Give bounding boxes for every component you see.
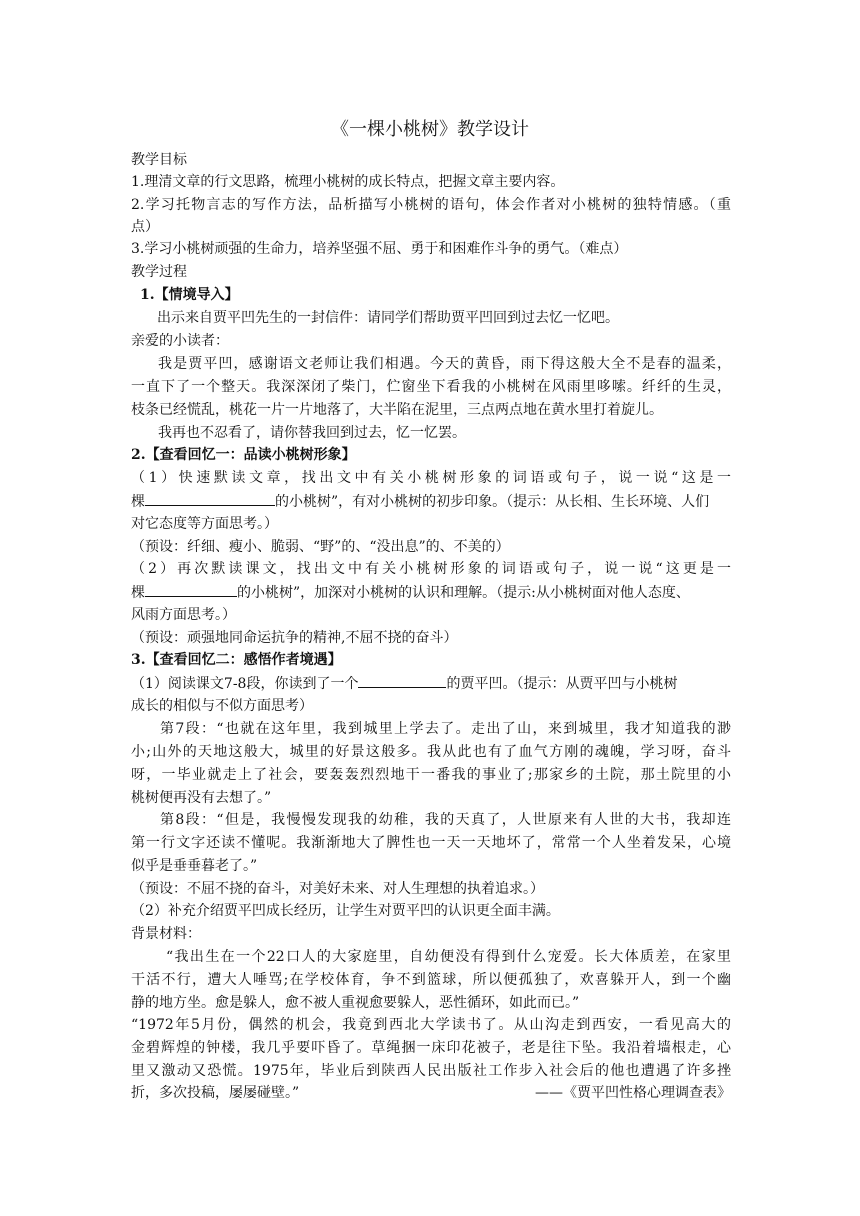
quote2-l1: “1972年5月份，偶然的机会，我竟到西北大学读书了。从山沟走到西安，一看见高大的 — [131, 1017, 731, 1033]
task-3-1-l1: （1）阅读课文7-8段，你读到了一个 的贾平凹。（提示：从贾平凹与小桃树 — [131, 672, 731, 695]
quote1-l2: 干活不行，遭大人唾骂;在学校体育，争不到篮球，所以便孤独了，欢喜躲开人，到一个幽 — [131, 972, 731, 988]
background-label: 背景材料： — [131, 926, 201, 942]
goal-2: 2.学习托物言志的写作方法，品析描写小桃树的语句，体会作者对小桃树的独特情感。（重 — [131, 197, 731, 213]
letter-p2: 我再也不忍看了，请你替我回到过去，忆一忆罢。 — [158, 425, 466, 441]
goal-3: 3.学习小桃树顽强的生命力，培养坚强不屈、勇于和困难作斗争的勇气。（难点） — [131, 241, 628, 257]
para8-l3: 似乎是垂垂暮老了。” — [131, 858, 258, 874]
task-2-1-l1: （1）快速默读文章，找出文中有关小桃树形象的词语或句子，说一说“这是一 — [131, 470, 731, 486]
task-2-1-l2: 棵 的小桃树”，有对小桃树的初步印象。（提示：从长相、生长环境、人们 — [131, 490, 731, 513]
para8-l2: 第一行文字还读不懂呢。我渐渐地大了脾性也一天一天地坏了，常常一个人坐着发呆，心境 — [131, 835, 731, 851]
para7-l4: 桃树便再没有去想了。” — [131, 790, 272, 806]
task-2-2-l3: 风雨方面思考。） — [131, 607, 236, 623]
step-2-heading: 2.【查看回忆一：品读小桃树形象】 — [131, 447, 356, 463]
quote1-l3: 静的地方坐。愈是躲人，愈不被人重视愈要躲人，恶性循环，如此而已。” — [131, 995, 580, 1011]
task-2-2-l2: 棵 的小桃树”，加深对小桃树的认识和理解。（提示:从小桃树面对他人态度、 — [131, 581, 731, 604]
letter-salutation: 亲爱的小读者： — [131, 333, 229, 349]
preset-3-1: （预设：不屈不挠的奋斗，对美好未来、对人生理想的执着追求。） — [131, 881, 544, 897]
letter-p1-l2: 一直下了一个整天。我深深闭了柴门，伫窗坐下看我的小桃树在风雨里哆嗦。纤纤的生灵， — [131, 379, 731, 395]
quote2-l3: 里又激动又恐慌。1975年，毕业后到陕西人民出版社工作步入社会后的他也遭遇了许多挫 — [131, 1063, 731, 1079]
quote2-l4: 折，多次投稿，屡屡碰壁。” — [131, 1085, 300, 1101]
letter-p1-l1: 我是贾平凹，感谢语文老师让我们相遇。今天的黄昏，雨下得这般大全不是春的温柔， — [158, 356, 731, 372]
goal-1: 1.理清文章的行文思路，梳理小桃树的成长特点，把握文章主要内容。 — [131, 174, 565, 190]
task-2-2-l1: （2）再次默读课文，找出文中有关小桃树形象的词语或句子，说一说“这更是一 — [131, 561, 731, 577]
section-heading-goals: 教学目标 — [131, 152, 187, 168]
step-3-heading: 3.【查看回忆二：感悟作者境遇】 — [131, 652, 342, 668]
section-heading-process: 教学过程 — [131, 264, 187, 280]
step-1-heading: 1.【情境导入】 — [140, 287, 239, 303]
task-3-2: （2）补充介绍贾平凹成长经历，让学生对贾平凹的认识更全面丰满。 — [131, 903, 560, 919]
answer-blank — [358, 672, 446, 688]
task-2-1-l3: 对它态度等方面思考。） — [131, 516, 278, 532]
para7-l2: 小;山外的天地这般大，城里的好景这般多。我从此也有了血气方刚的魂魄，学习呀，奋斗 — [131, 744, 731, 760]
para7-l3: 呀，一毕业就走上了社会，要轰轰烈烈地干一番我的事业了;那家乡的土院，那土院里的小 — [131, 767, 731, 783]
task-3-1-l2: 成长的相似与不似方面思考） — [131, 698, 313, 714]
document-title: 《一棵小桃树》教学设计 — [331, 119, 529, 140]
para7-l1: 第7段：“也就在这年里，我到城里上学去了。走出了山，来到城里，我才知道我的渺 — [160, 721, 731, 737]
para8-l1: 第8段：“但是，我慢慢发现我的幼稚，我的天真了，人世原来有人世的大书，我却连 — [160, 812, 731, 828]
answer-blank — [145, 581, 237, 597]
answer-blank — [145, 490, 275, 506]
letter-p1-l3: 枝条已经慌乱，桃花一片一片地落了，大半陷在泥里，三点两点地在黄水里打着旋儿。 — [131, 402, 663, 418]
preset-2-2: （预设：顽强地同命运抗争的精神,不屈不挠的奋斗） — [131, 630, 458, 646]
goal-2-cont: 点） — [131, 219, 159, 235]
source-citation: ——《贾平凹性格心理调查表》 — [535, 1085, 731, 1101]
quote1-l1: “我出生在一个22口人的大家庭里，自幼便没有得到什么宠爱。长大体质差，在家里 — [166, 949, 731, 965]
step-1-text: 出示来自贾平凹先生的一封信件：请同学们帮助贾平凹回到过去忆一忆吧。 — [157, 310, 619, 326]
quote2-l2: 金碧辉煌的钟楼，我几乎要吓昏了。草绳捆一床印花被子，老是往下坠。我沿着墙根走，心 — [131, 1040, 731, 1056]
preset-2-1: （预设：纤细、瘦小、脆弱、“野”的、“没出息”的、不美的） — [131, 539, 510, 555]
